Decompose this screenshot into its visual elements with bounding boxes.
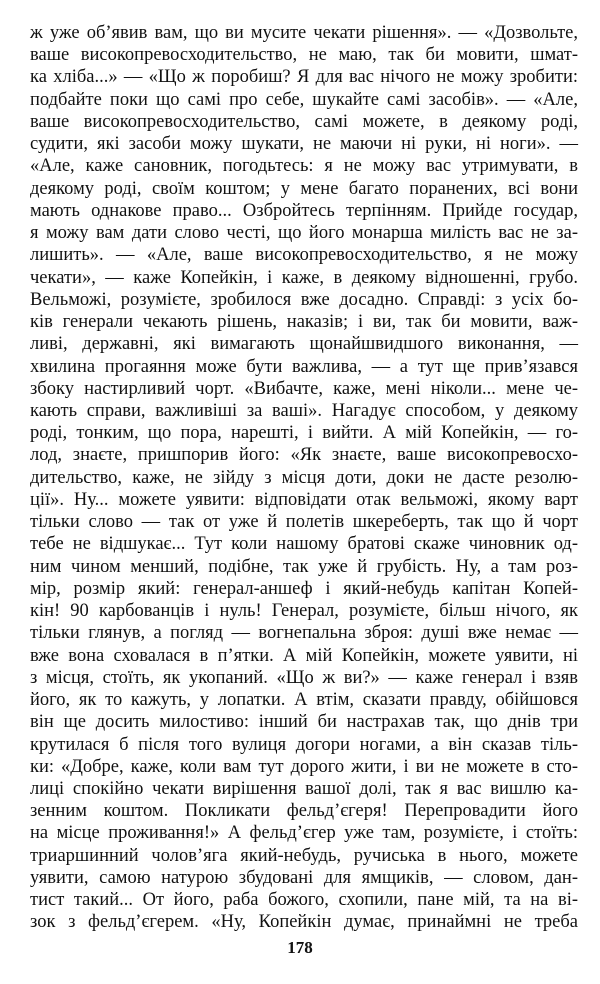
text-line: я можу вам дати слово честі, що його монарша милість вас не за- bbox=[30, 223, 578, 244]
text-line: лод, знаєте, пришпорив його: «Як знаєте, ваше високопревосхо- bbox=[30, 445, 578, 466]
text-line: ків генерали чекають рішень, наказів; і ви, так би мовити, важ- bbox=[30, 312, 578, 333]
text-line: тільки глянув, а погляд — вогнепальна зброя: душі вже немає — bbox=[30, 623, 578, 644]
text-line: крутилася б після того вулиця догори ногами, а він сказав тіль- bbox=[30, 734, 578, 755]
text-line: лишить». — «Але, ваше високопревосходительство, я не можу bbox=[30, 245, 578, 266]
text-line: тист такий... От його, раба божого, схопили, пане мій, та на ві- bbox=[30, 890, 578, 911]
text-line: його, як то кажуть, у лопатки. А втім, сказати правду, обійшовся bbox=[30, 690, 578, 711]
text-line: ка хліба...» — «Що ж поробиш? Я для вас нічого не можу зробити: bbox=[30, 67, 578, 88]
text-line: чекати», — каже Копейкін, і каже, в деякому відношенні, грубо. bbox=[30, 267, 578, 288]
text-line: тільки слово — так от уже й полетів шкереберть, так що й чорт bbox=[30, 512, 578, 533]
text-line: дительство, каже, не зійду з місця доти, доки не дасте резолю- bbox=[30, 467, 578, 488]
text-line: ки: «Добре, каже, коли вам тут дорого жити, і ви не можете в сто- bbox=[30, 756, 578, 777]
text-line: на місце проживання!» А фельд’єгер уже там, розумієте, і стоїть: bbox=[30, 823, 578, 844]
text-line: ваше високопревосходительство, не маю, так би мовити, шмат- bbox=[30, 45, 578, 66]
text-line: подбайте поки що самі про себе, шукайте самі засобів». — «Але, bbox=[30, 89, 578, 110]
text-line: мають однакове право... Озбройтесь терпінням. Прийде государ, bbox=[30, 200, 578, 221]
text-line: уявити, самою натурою збудовані для ямщиків, — словом, дан- bbox=[30, 867, 578, 888]
text-line: Вельможі, розумієте, зробилося вже досадно. Справді: з усіх бо- bbox=[30, 289, 578, 310]
text-line: судити, які засоби можу шукати, не маючи ні руки, ні ноги». — bbox=[30, 134, 578, 155]
text-line: триаршинний чолов’яга який-небудь, ручиська в нього, можете bbox=[30, 845, 578, 866]
text-line: «Але, каже сановник, погодьтесь: я не можу вас утримувати, в bbox=[30, 156, 578, 177]
text-line: він ще досить милостиво: інший би настрахав так, що днів три bbox=[30, 712, 578, 733]
text-line: ваше високопревосходительство, самі можете, в деякому роді, bbox=[30, 111, 578, 132]
page-number: 178 bbox=[287, 938, 313, 957]
text-line: вже вона сховалася в п’ятки. А мій Копейкін, можете уявити, ні bbox=[30, 645, 578, 666]
text-line: зенним коштом. Покликати фельд’єгеря! Перепровадити його bbox=[30, 801, 578, 822]
text-line: збоку настирливий чорт. «Вибачте, каже, мені ніколи... мене че- bbox=[30, 378, 578, 399]
text-line: кають справи, важливіші за ваші». Нагадує способом, у деякому bbox=[30, 400, 578, 421]
text-line: лиці спокійно чекати вирішення вашої долі, так я вас вишлю ка- bbox=[30, 778, 578, 799]
text-line: кін! 90 карбованців і нуль! Генерал, розумієте, більш нічого, як bbox=[30, 601, 578, 622]
text-line: роді, тонким, що пора, нарешті, і вийти. А мій Копейкін, — го- bbox=[30, 423, 578, 444]
text-line: мір, розмір який: генерал-аншеф і який-небудь капітан Копей- bbox=[30, 578, 578, 599]
text-line: ж уже об’явив вам, що ви мусите чекати рішення». — «Дозвольте, bbox=[30, 23, 578, 43]
page-text bbox=[30, 22, 578, 934]
text-line: з місця, стоїть, як укопаний. «Що ж ви?» — каже генерал і взяв bbox=[30, 667, 578, 688]
text-line: тебе не відшукає... Тут коли нашому братові скаже чиновник од- bbox=[30, 534, 578, 555]
text-line: хвилина прогаяння може бути важлива, — а тут ще прив’язався bbox=[30, 356, 578, 377]
text-line: ним чином менший, подібне, так уже й грубість. Ну, а там роз- bbox=[30, 556, 578, 577]
text-line: ції». Ну... можете уявити: відповідати отак вельможі, якому варт bbox=[30, 489, 578, 510]
text-line: ливі, державні, які вимагають щонайшвидшого виконання, — bbox=[30, 334, 578, 355]
text-line: деякому роді, своїм коштом; у мене багато поранених, всі вони bbox=[30, 178, 578, 199]
text-line: зок з фельд’єгерем. «Ну, Копейкін думає, принаймні не треба bbox=[30, 912, 578, 933]
